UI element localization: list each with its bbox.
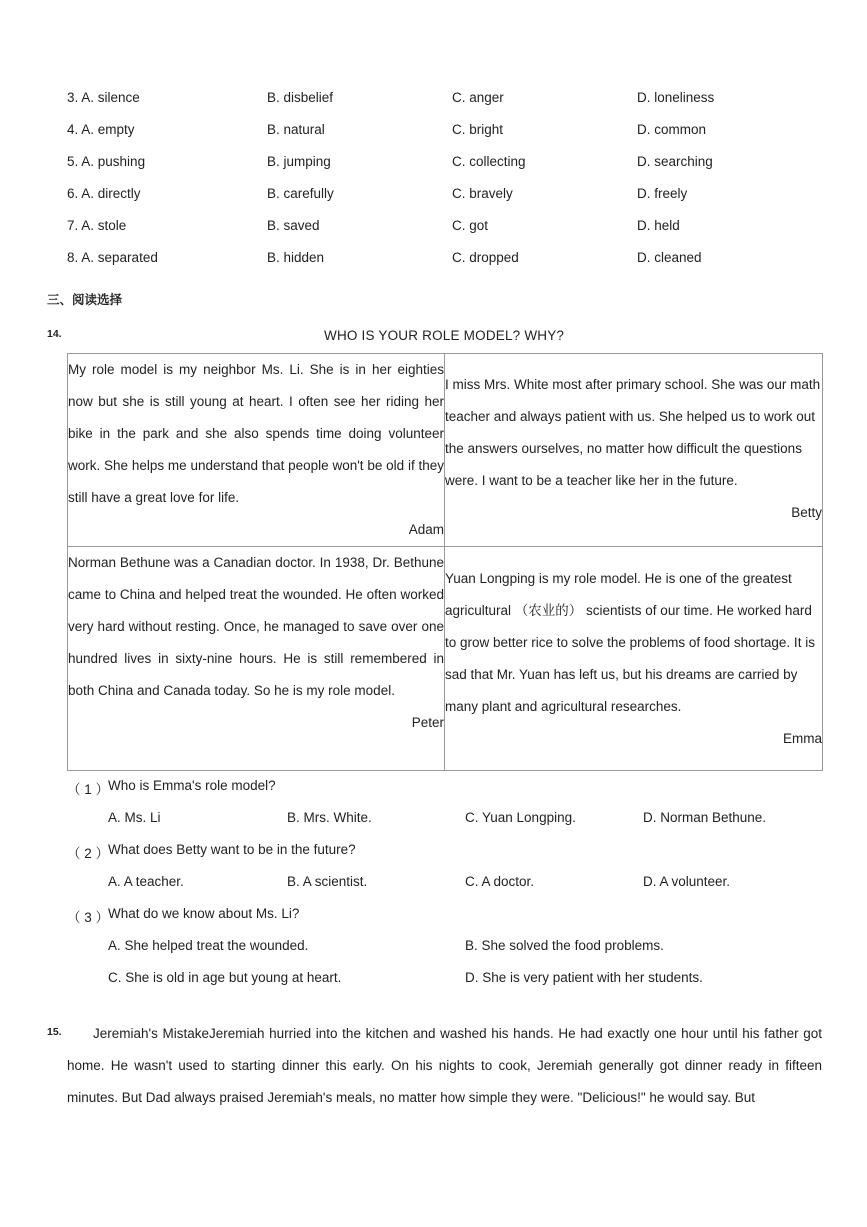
option-a: 6. A. directly xyxy=(67,186,141,201)
cell-text: My role model is my neighbor Ms. Li. She is in her eighties now but she is still young at heart. I often see her riding her bike in the park and she also spends time doing volunteer work. She helps me understand that people won't be old if they still have a great love for life. xyxy=(68,362,444,505)
answer-option[interactable]: D. She is very patient with her students. xyxy=(465,970,703,985)
cell-text: I miss Mrs. White most after primary school. She was our math teacher and always patient with us. She helped us to work out the answers ourselves, no matter how difficult the questions were. I want to be a teacher like her in the future. xyxy=(445,377,821,488)
question-text: What do we know about Ms. Li? xyxy=(108,906,300,921)
option-b: B. saved xyxy=(267,218,320,233)
answer-option[interactable]: C. She is old in age but young at heart. xyxy=(108,970,342,985)
question-text: Who is Emma's role model? xyxy=(108,778,276,793)
option-a: 5. A. pushing xyxy=(67,154,146,169)
answer-option[interactable]: D. Norman Bethune. xyxy=(643,810,767,825)
option-a: 8. A. separated xyxy=(67,250,158,265)
option-c: C. bravely xyxy=(452,186,513,201)
option-d: D. loneliness xyxy=(637,90,715,105)
option-d: D. held xyxy=(637,218,680,233)
section-heading: 三、阅读选择 xyxy=(47,293,123,307)
cell-author: Emma xyxy=(782,731,822,746)
question-text: What does Betty want to be in the future? xyxy=(108,842,356,857)
option-d: D. cleaned xyxy=(637,250,702,265)
option-b: B. carefully xyxy=(267,186,334,201)
answer-option[interactable]: A. She helped treat the wounded. xyxy=(108,938,309,953)
option-c: C. got xyxy=(452,218,489,233)
answer-option[interactable]: C. Yuan Longping. xyxy=(465,810,576,825)
passage-title: WHO IS YOUR ROLE MODEL? WHY? xyxy=(324,328,565,343)
answer-option[interactable]: C. A doctor. xyxy=(465,874,535,889)
option-d: D. common xyxy=(637,122,707,137)
option-b: B. jumping xyxy=(267,154,331,169)
option-c: C. anger xyxy=(452,90,504,105)
answer-option[interactable]: A. A teacher. xyxy=(108,874,184,889)
option-a: 4. A. empty xyxy=(67,122,135,137)
question-label: （ 1 ） xyxy=(67,782,110,797)
option-b: B. natural xyxy=(267,122,325,137)
option-c: C. collecting xyxy=(452,154,526,169)
table-cell-emma xyxy=(445,547,823,771)
question-label: （ 3 ） xyxy=(67,910,110,925)
answer-option[interactable]: B. She solved the food problems. xyxy=(465,938,664,953)
cell-text: Yuan Longping is my role model. He is one of the greatest agricultural （农业的） scientists of our time. He worked hard to grow better rice to solve the problems of food shortage. It is sad that Mr. Yuan has left us, but his dreams are carried by many plant and agricultural researches. xyxy=(445,571,815,714)
option-d: D. searching xyxy=(637,154,713,169)
role-model-table xyxy=(67,353,823,771)
cell-author: Adam xyxy=(408,522,444,537)
cell-author: Betty xyxy=(791,505,822,520)
option-d: D. freely xyxy=(637,186,688,201)
option-c: C. dropped xyxy=(452,250,519,265)
option-b: B. hidden xyxy=(267,250,325,265)
answer-option[interactable]: B. A scientist. xyxy=(287,874,368,889)
question-number: 15. xyxy=(47,1026,62,1038)
answer-option[interactable]: B. Mrs. White. xyxy=(287,810,372,825)
table-cell-betty xyxy=(445,354,823,547)
passage-text: Jeremiah's MistakeJeremiah hurried into the kitchen and washed his hands. He had exactly one hour until his father got home. He wasn't used to starting dinner this early. On his nights to cook, Jeremiah generally got dinner ready in fifteen minutes. But Dad always praised Jeremiah's meals, no matter how simple they were. "Delicious!" he would say. But xyxy=(67,1026,822,1105)
table-cell-peter xyxy=(68,547,445,771)
option-c: C. bright xyxy=(452,122,504,137)
cell-author: Peter xyxy=(411,715,444,730)
cell-text: Norman Bethune was a Canadian doctor. In 1938, Dr. Bethune came to China and helped treat the wounded. He often worked very hard without resting. Once, he managed to save over one hundred lives in sixty-nine hours. He is still remembered in both China and Canada today. So he is my role model. xyxy=(68,555,444,698)
question-number: 14. xyxy=(47,328,62,340)
option-b: B. disbelief xyxy=(267,90,334,105)
option-a: 7. A. stole xyxy=(67,218,127,233)
option-a: 3. A. silence xyxy=(67,90,140,105)
answer-option[interactable]: A. Ms. Li xyxy=(108,810,161,825)
answer-option[interactable]: D. A volunteer. xyxy=(643,874,731,889)
question-label: （ 2 ） xyxy=(67,846,110,861)
table-cell-adam xyxy=(68,354,445,547)
